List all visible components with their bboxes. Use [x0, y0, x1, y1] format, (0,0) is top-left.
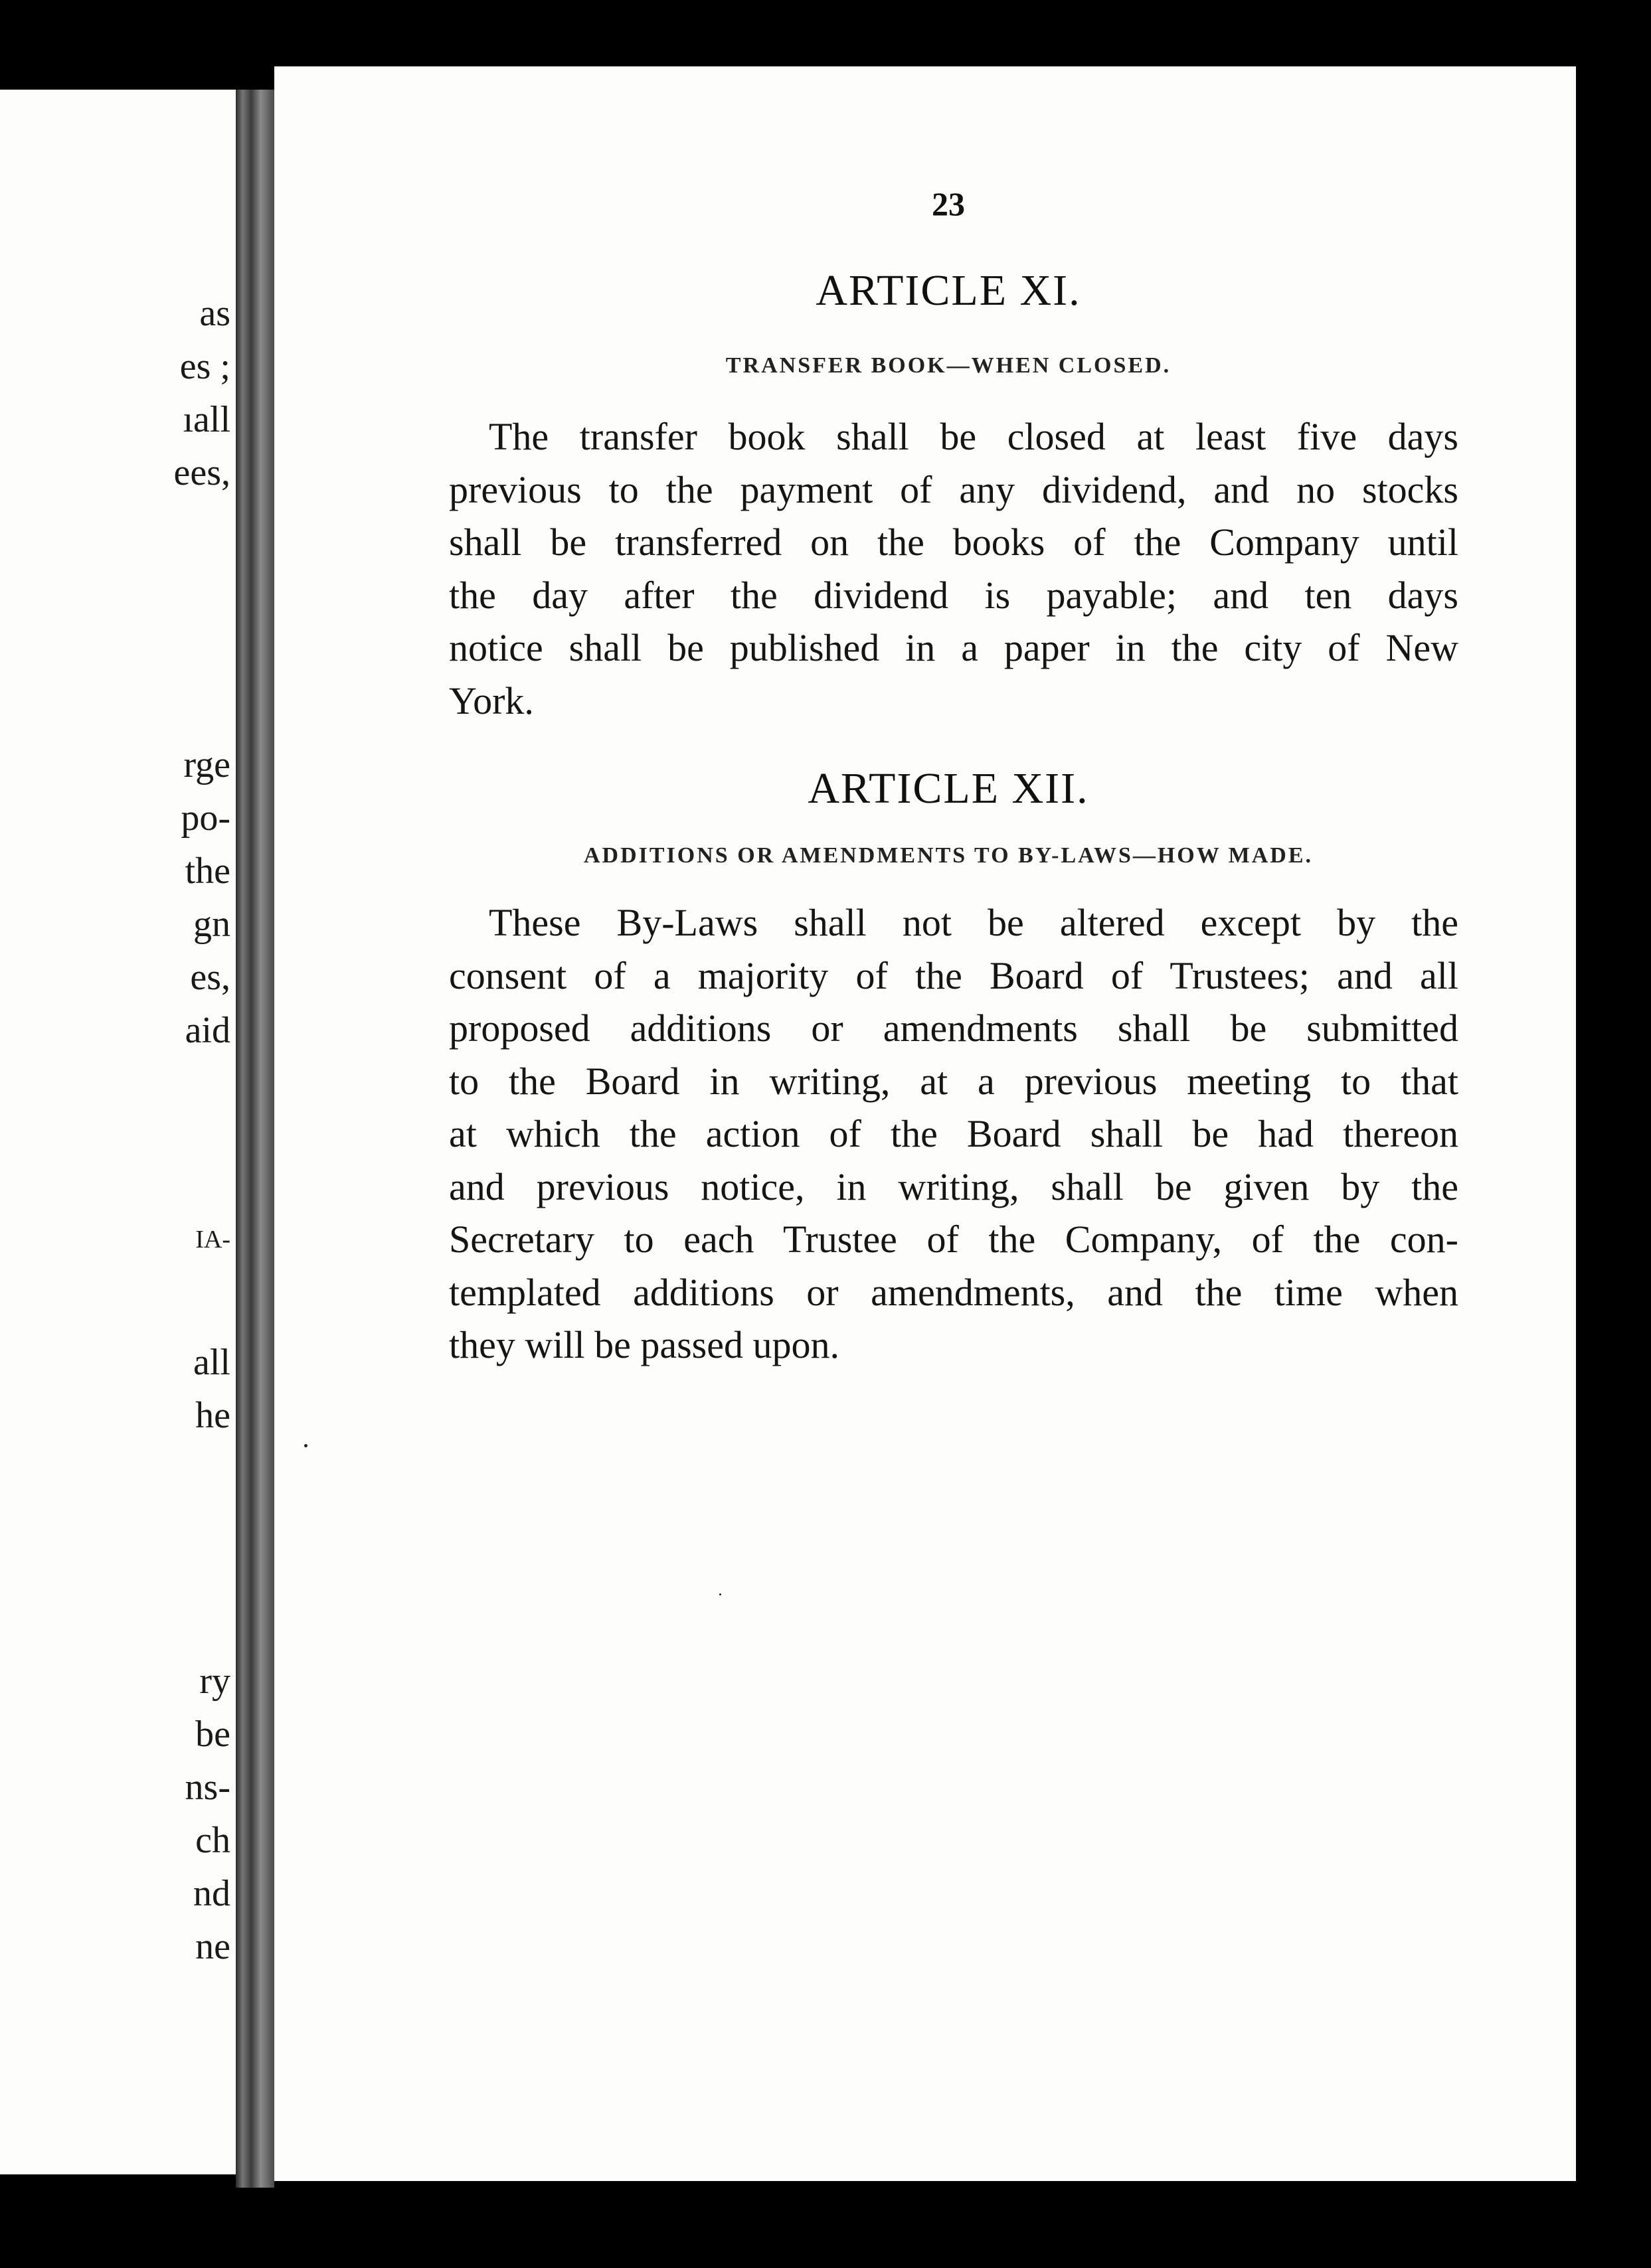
left-page-fragment: es,	[190, 957, 230, 998]
left-page-fragment: the	[185, 850, 230, 892]
article-xii-subheading: ADDITIONS OR AMENDMENTS TO BY-LAWS—HOW MADE.	[583, 843, 1314, 868]
left-page-fragment: ıall	[183, 399, 230, 440]
left-page-fragment: rge	[183, 744, 230, 785]
left-page-fragment: all	[193, 1342, 230, 1383]
left-page-fragment: ry	[199, 1660, 230, 1702]
article-xi-line: previous to the payment of any dividend, and no stocks	[449, 467, 1458, 511]
article-xi-line: The transfer book shall be closed at least five days	[489, 415, 1458, 458]
article-xii-heading: ARTICLE XII.	[808, 764, 1089, 813]
article-xi-subheading: TRANSFER BOOK—WHEN CLOSED.	[725, 353, 1172, 378]
right-page	[274, 66, 1576, 2181]
left-page-fragment: ch	[195, 1820, 230, 1861]
article-xii-line: templated additions or amendments, and the time when	[449, 1270, 1458, 1314]
left-page-fragment: ees,	[173, 452, 230, 493]
left-page-fragment: as	[199, 293, 230, 334]
article-xii-line: These By-Laws shall not be altered except by the	[489, 901, 1458, 944]
article-xii-line: they will be passed upon.	[449, 1323, 839, 1366]
article-xi-line: notice shall be published in a paper in the city of New	[449, 626, 1458, 669]
left-page-fragment: es ;	[179, 346, 230, 387]
left-page-fragment: po-	[181, 797, 230, 839]
article-xi-body	[449, 410, 1458, 727]
article-xii-line: to the Board in writing, at a previous meeting to that	[449, 1059, 1458, 1103]
left-page-fragment: gn	[193, 904, 230, 945]
paper-speck	[719, 1593, 721, 1595]
left-page-fragment: IA-	[195, 1226, 230, 1254]
left-page	[0, 90, 236, 2174]
left-page-fragment: be	[195, 1714, 230, 1755]
article-xii-line: proposed additions or amendments shall be submitted	[449, 1007, 1458, 1050]
book-gutter	[236, 90, 274, 2188]
article-xii-line: Secretary to each Trustee of the Company, of the con-	[449, 1218, 1458, 1261]
article-xii-line: at which the action of the Board shall be had thereon	[449, 1112, 1458, 1155]
left-page-fragment: he	[195, 1395, 230, 1436]
left-page-fragment: ne	[195, 1926, 230, 1967]
article-xi-line: the day after the dividend is payable; and ten days	[449, 573, 1458, 617]
article-xi-heading: ARTICLE XI.	[816, 266, 1081, 315]
left-page-fragment: aid	[185, 1010, 230, 1051]
article-xi-line: York.	[449, 679, 534, 722]
page-number: 23	[932, 185, 965, 222]
paper-speck	[304, 1444, 307, 1447]
left-page-fragment: ns-	[185, 1767, 230, 1808]
article-xi-line: shall be transferred on the books of the Company until	[449, 521, 1458, 564]
left-page-fragment: nd	[193, 1873, 230, 1914]
article-xii-line: consent of a majority of the Board of Trustees; and all	[449, 953, 1458, 997]
article-xii-body	[449, 896, 1458, 1372]
article-xii-line: and previous notice, in writing, shall be given by the	[449, 1165, 1458, 1208]
